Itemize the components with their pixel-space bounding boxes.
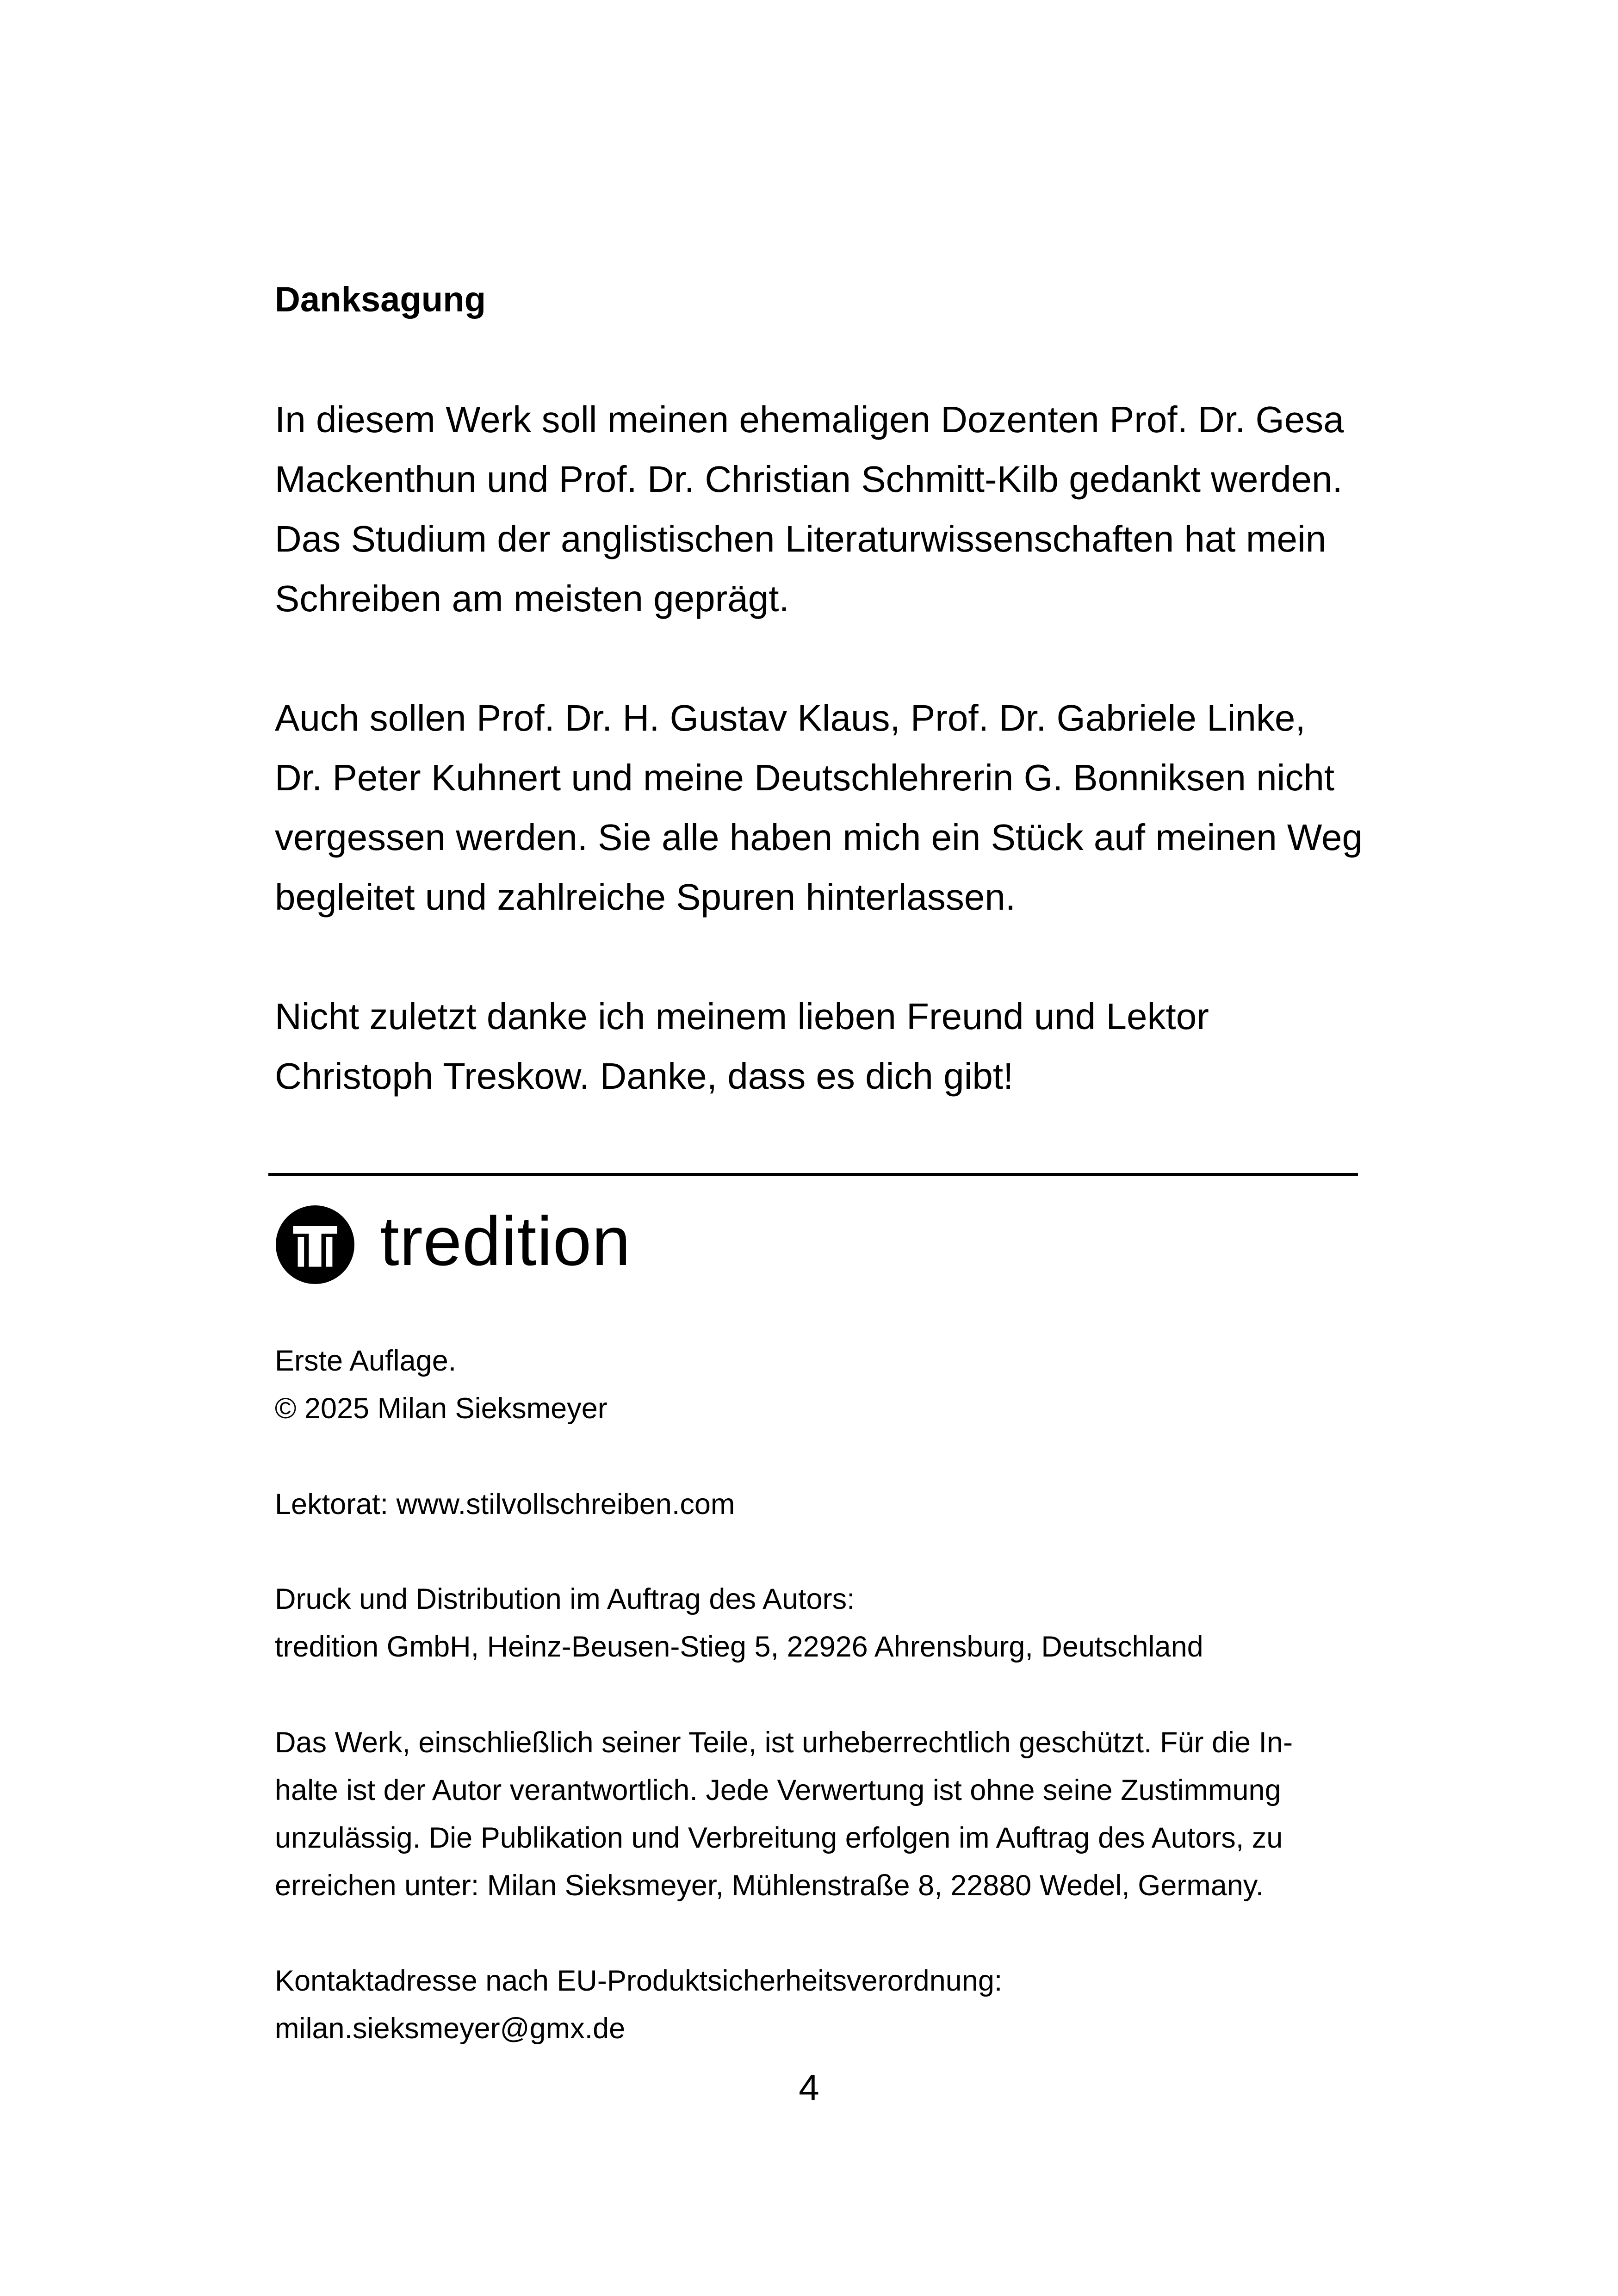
tredition-logo-icon <box>276 1205 354 1284</box>
paragraph-line: Christoph Treskow. Danke, dass es dich gibt! <box>275 1055 1014 1097</box>
paragraph-line: Auch sollen Prof. Dr. H. Gustav Klaus, Prof. Dr. Gabriele Linke, <box>275 697 1306 738</box>
distribution-line: tredition GmbH, Heinz-Beusen-Stieg 5, 22926 Ahrensburg, Deutschland <box>275 1631 1203 1663</box>
copyright-text: © 2025 Milan Sieksmeyer <box>275 1392 608 1425</box>
rights-line: halte ist der Autor verantwortlich. Jede Verwertung ist ohne seine Zustimmung <box>275 1774 1281 1806</box>
edition-block <box>275 1337 608 1433</box>
distribution-block <box>275 1576 1203 1671</box>
paragraph-line: Mackenthun und Prof. Dr. Christian Schmitt-Kilb gedankt werden. <box>275 459 1343 500</box>
distribution-line: Druck und Distribution im Auftrag des Autors: <box>275 1583 855 1615</box>
horizontal-divider <box>268 1173 1358 1176</box>
paragraph-line: Dr. Peter Kuhnert und meine Deutschlehrerin G. Bonniksen nicht <box>275 757 1335 798</box>
lektorat-text: Lektorat: www.stilvollschreiben.com <box>275 1488 735 1520</box>
rights-line: Das Werk, einschließlich seiner Teile, ist urheberrechtlich geschützt. Für die In- <box>275 1726 1293 1759</box>
publisher-logo <box>276 1202 631 1284</box>
edition-text: Erste Auflage. <box>275 1345 457 1377</box>
contact-line: milan.sieksmeyer@gmx.de <box>275 2012 626 2045</box>
paragraph-line: begleitet und zahlreiche Spuren hinterlassen. <box>275 876 1016 918</box>
paragraph-line: Schreiben am meisten geprägt. <box>275 578 789 619</box>
contact-line: Kontaktadresse nach EU-Produktsicherheitsverordnung: <box>275 1965 1003 1997</box>
paragraph-line: Nicht zuletzt danke ich meinem lieben Freund und Lektor <box>275 996 1209 1037</box>
rights-block <box>275 1719 1293 1910</box>
paragraph-line: vergessen werden. Sie alle haben mich ein Stück auf meinen Weg <box>275 817 1363 858</box>
page-number: 4 <box>799 2067 819 2108</box>
acknowledgement-paragraph-3 <box>275 987 1367 1106</box>
lektorat-block <box>275 1481 735 1528</box>
paragraph-line: In diesem Werk soll meinen ehemaligen Dozenten Prof. Dr. Gesa <box>275 399 1344 440</box>
rights-line: unzulässig. Die Publikation und Verbreitung erfolgen im Auftrag des Autors, zu <box>275 1822 1283 1854</box>
publisher-name: tredition <box>380 1202 631 1280</box>
rights-line: erreichen unter: Milan Sieksmeyer, Mühlenstraße 8, 22880 Wedel, Germany. <box>275 1869 1264 1902</box>
contact-block <box>275 1957 1002 2053</box>
acknowledgement-paragraph-2 <box>275 688 1367 927</box>
acknowledgement-paragraph-1 <box>275 390 1367 628</box>
page-heading: Danksagung <box>275 280 486 319</box>
paragraph-line: Das Studium der anglistischen Literaturwissenschaften hat mein <box>275 518 1327 559</box>
